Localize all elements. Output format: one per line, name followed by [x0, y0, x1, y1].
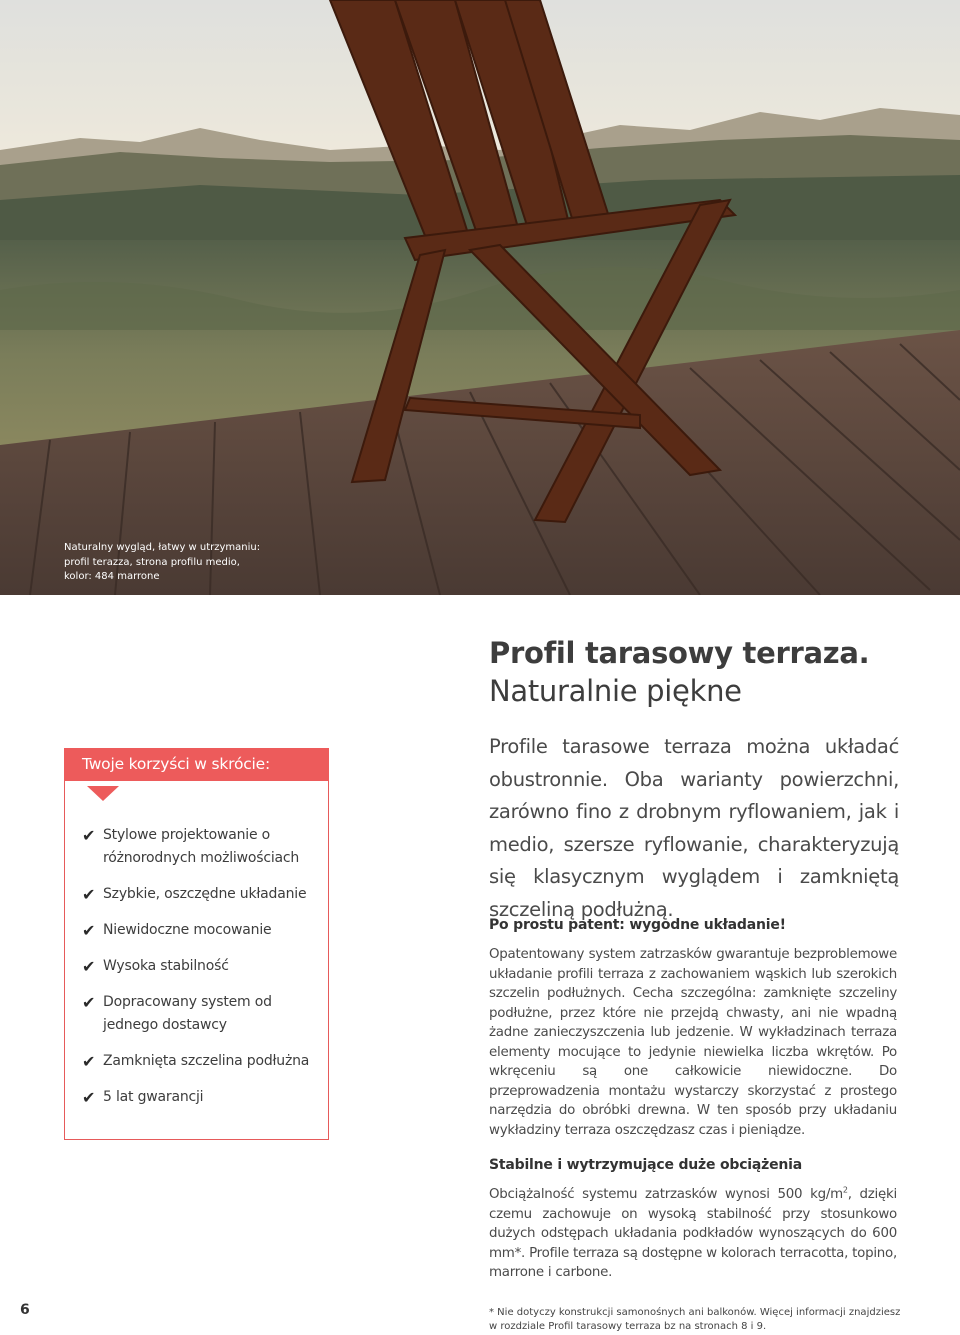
footnote-line: * Nie dotyczy konstrukcji samonośnych ani balkonów. Więcej informacji znajdziesz: [489, 1307, 901, 1318]
check-icon: ✔: [82, 885, 96, 904]
check-icon: ✔: [82, 921, 96, 940]
benefit-item: [82, 955, 322, 978]
section-body-patent: Opatentowany system zatrzasków gwarantuje bezproblemowe układanie profili terraza z zachowaniem wąskich lub szerokich szczelin podłużnych. Cecha szczególna: zamknięte szczeliny podłużne, przez które nie przejdą chwasty, ani nie wpadną żadne zanieczyszczenia lub jedzenie. W wykładzinach terraza elementy mocujące to jedynie niewielka liczba wkrętów. Po wkręceniu są one całkowicie niewidoczne. Do przeprowadzenia montażu wystarczy skorzystać z prostego narzędzia do obróbki drewna. W ten sposób przy układaniu wykładziny terraza oszczędzasz czas i pieniądze.: [489, 947, 897, 1138]
caption-line: Naturalny wygląd, łatwy w utrzymaniu:: [64, 542, 261, 553]
benefit-text: Zamknięta szczelina podłużna: [103, 1053, 310, 1069]
footnote-line: w rozdziale Profil tarasowy terraza bz na stronach 8 i 9.: [489, 1321, 767, 1332]
caption-line: kolor: 484 marrone: [64, 571, 160, 582]
check-icon: ✔: [82, 826, 96, 845]
benefit-text: Wysoka stabilność: [103, 958, 229, 974]
check-icon: ✔: [82, 957, 96, 976]
superscript: 2: [842, 1185, 848, 1195]
benefits-list: [82, 824, 322, 1122]
benefit-item: [82, 919, 322, 942]
page-title: [489, 634, 929, 710]
benefit-text: Stylowe projektowanie o różnorodnych możliwościach: [103, 827, 300, 866]
footnote: [489, 1306, 909, 1334]
caption-line: profil terazza, strona profilu medio,: [64, 556, 240, 568]
benefit-item: [82, 991, 322, 1037]
section-heading-patent: Po prostu patent: wygodne układanie!: [489, 917, 786, 933]
check-icon: ✔: [82, 1052, 96, 1071]
terrace-chair-illustration: [0, 0, 960, 595]
benefits-box: [64, 748, 329, 1140]
benefit-item: [82, 1086, 322, 1109]
title-line-2: Naturalnie piękne: [489, 674, 742, 708]
hero-photo: [0, 0, 960, 595]
check-icon: ✔: [82, 1088, 96, 1107]
benefit-text: Dopracowany system od jednego dostawcy: [103, 994, 272, 1033]
benefits-heading: Twoje korzyści w skrócie:: [64, 748, 329, 781]
title-line-1: Profil tarasowy terraza.: [489, 636, 870, 670]
benefit-text: Niewidoczne mocowanie: [103, 922, 272, 938]
hero-caption: [64, 541, 304, 585]
section-body-stability: [489, 1185, 897, 1283]
check-icon: ✔: [82, 993, 96, 1012]
heading-arrow-icon: [87, 786, 119, 801]
benefit-text: 5 lat gwarancji: [103, 1089, 204, 1105]
benefit-item: [82, 1050, 322, 1073]
lead-paragraph: Profile tarasowe terraza można układać obustronnie. Oba warianty powierzchni, zarówno fino z drobnym ryflowaniem, jak i medio, szersze ryflowanie, charakteryzują się klasycznym wyglądem i zamkniętą szczeliną podłużną.: [489, 735, 899, 921]
body-text: , dzięki czemu zachowuje on wysoką stabilność przy stosunkowo dużych odstępach układania podkładów wynoszących do 600 mm*. Profile terraza są dostępne w kolorach terracotta, topino, marrone i carbone.: [489, 1187, 897, 1280]
page-number: 6: [20, 1302, 30, 1318]
benefit-text: Szybkie, oszczędne układanie: [103, 886, 307, 902]
section-heading-stability: Stabilne i wytrzymujące duże obciążenia: [489, 1157, 802, 1173]
benefit-item: [82, 824, 322, 870]
benefit-item: [82, 883, 322, 906]
body-text: Obciążalność systemu zatrzasków wynosi 500 kg/m: [489, 1187, 843, 1202]
